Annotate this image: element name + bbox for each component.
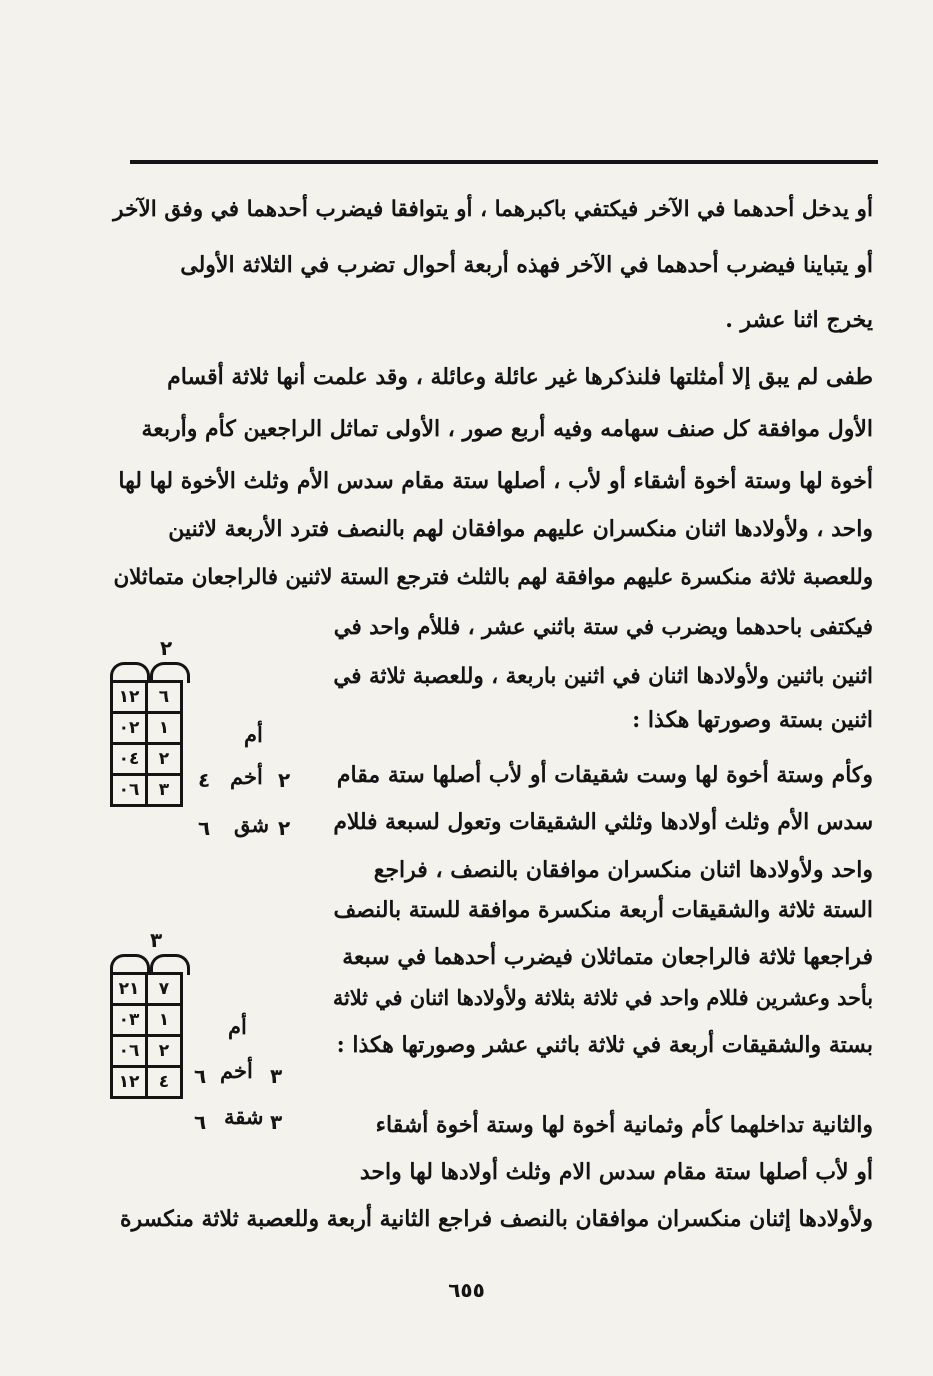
table2-count-sisters: ٦ (194, 1110, 207, 1134)
table1-grid (110, 680, 183, 807)
table2-cell: ١ (147, 1005, 182, 1036)
text-line-6: أخوة لها وستة أخوة أشقاء أو لأب ، أصلها ستة مقام سدس الأم وثلث الأخوة لها لها (118, 468, 873, 494)
table2-label-mother: أم (228, 1014, 247, 1039)
table2-label-brothers: أخم (220, 1058, 253, 1083)
table1-cell: ٦ (147, 682, 182, 713)
table2-grid (110, 972, 183, 1099)
table2-factor-brothers: ٣ (270, 1064, 283, 1088)
table1-cell: ٠٤ (112, 744, 147, 775)
table2-label-sisters: شقة (224, 1104, 264, 1129)
text-line-10: اثنين باثنين ولأولادها اثنان في اثنين باربعة ، وللعصبة ثلاثة في (333, 664, 873, 689)
table1-count-brothers: ٤ (198, 768, 211, 792)
text-line-2: أو يتباينا فيضرب أحدهما في الآخر فهذه أربعة أحوال تضرب في الثلاثة الأولى (180, 252, 873, 278)
table2-cell: ٠٦ (112, 1036, 147, 1067)
text-line-16: فراجعها ثلاثة فالراجعان متماثلان فيضرب أحدهما في سبعة (342, 944, 873, 970)
text-line-19: والثانية تداخلهما كأم وثمانية أخوة لها وستة أخوة أشقاء (375, 1112, 873, 1138)
table2-factor-sisters: ٣ (270, 1110, 283, 1134)
text-line-4: طفى لم يبق إلا أمثلتها فلنذكرها غير عائلة وعائلة ، وقد علمت أنها ثلاثة أقسام (167, 364, 873, 390)
text-line-11: اثنين بستة وصورتها هكذا : (632, 707, 873, 733)
text-line-14: واحد ولأولادها اثنان منكسران موافقان بالنصف ، فراجع (373, 857, 873, 883)
table2-cell: ٠٣ (112, 1005, 147, 1036)
table1-cell: ١٢ (112, 682, 147, 713)
table2-cell: ٧ (147, 974, 182, 1005)
table1-cell: ١ (147, 713, 182, 744)
table2-count-brothers: ٦ (194, 1064, 207, 1088)
table2-cell: ٤ (147, 1067, 182, 1098)
table1-cell: ٠٢ (112, 713, 147, 744)
text-line-15: الستة ثلاثة والشقيقات أربعة منكسرة موافقة للستة بالنصف (333, 897, 873, 923)
text-line-1: أو يدخل أحدهما في الآخر فيكتفي باكبرهما ، أو يتوافقا فيضرب أحدهما في وفق الآخر (113, 197, 873, 222)
table1-cell: ٣ (147, 775, 182, 806)
table1-factor-brothers: ٢ (278, 768, 291, 792)
table2-cell: ٢ (147, 1036, 182, 1067)
text-line-13: سدس الأم وثلث أولادها وثلثي الشقيقات وتعول لسبعة فللام (333, 810, 873, 835)
text-line-17: بأحد وعشرين فللام واحد في ثلاثة بثلاثة ولأولادها اثنان في ثلاثة (332, 985, 873, 1010)
text-line-20: أو لأب أصلها ستة مقام سدس الام وثلث أولادها لها واحد (359, 1159, 873, 1185)
table1-multiplier: ٢ (160, 636, 173, 660)
table1-cell: ٠٦ (112, 775, 147, 806)
table1-cell: ٢ (147, 744, 182, 775)
table1-factor-sisters: ٢ (278, 816, 291, 840)
table1-count-sisters: ٦ (198, 816, 211, 840)
text-line-12: وكأم وستة أخوة لها وست شقيقات أو لأب أصلها ستة مقام (336, 762, 873, 788)
text-line-9: فيكتفى باحدهما ويضرب في ستة باثني عشر ، فللأم واحد في (333, 615, 873, 640)
table2-multiplier: ٣ (150, 928, 163, 952)
text-line-18: بستة والشقيقات أربعة في ثلاثة باثني عشر وصورتها هكذا : (336, 1032, 873, 1058)
text-line-3: يخرج اثنا عشر . (725, 307, 873, 333)
text-line-21: ولأولادها إثنان منكسران موافقان بالنصف فراجع الثانية أربعة وللعصبة ثلاثة منكسرة (120, 1206, 873, 1232)
table1-label-mother: أم (244, 722, 263, 747)
table2-cell: ١٢ (112, 1067, 147, 1098)
table1-label-brothers: أخم (230, 764, 263, 789)
text-line-8: وللعصبة ثلاثة منكسرة عليهم موافقة لهم بالثلث فترجع الستة لاثنين فالراجعان متماثلان (113, 565, 873, 590)
table1-label-sisters: شق (234, 812, 270, 837)
page-number: ٦٥٥ (448, 1278, 485, 1302)
table2-cell: ٢١ (112, 974, 147, 1005)
text-line-7: واحد ، ولأولادها اثنان منكسران عليهم موافقان لهم بالنصف فترد الأربعة لاثنين (168, 516, 873, 542)
text-line-5: الأول موافقة كل صنف سهامه وفيه أربع صور ، الأولى تماثل الراجعين كأم وأربعة (141, 416, 873, 442)
header-rule (130, 160, 878, 164)
